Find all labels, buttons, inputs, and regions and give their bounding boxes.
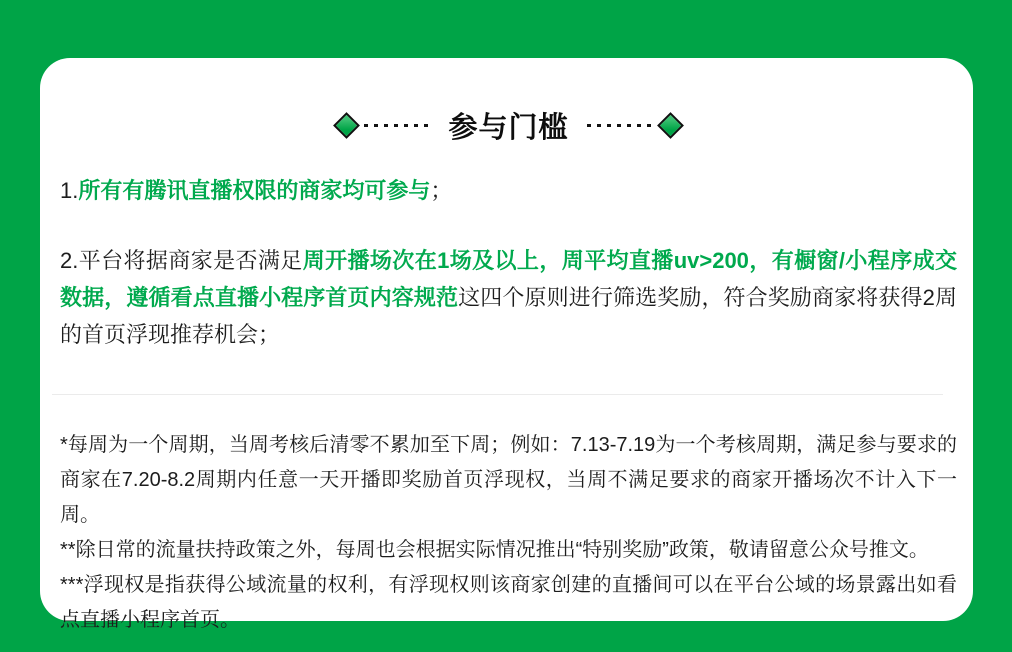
rules-list xyxy=(60,172,957,353)
footnote-line: *每周为一个周期，当周考核后清零不累加至下周；例如：7.13-7.19为一个考核周期，满足参与要求的商家在7.20-8.2周期内任意一天开播即奖励首页浮现权，当周不满足要求的商家开播场次不计入下一周。 xyxy=(60,434,957,526)
body-text: 这四个原则进行筛选奖励，符合奖励商家将获得2周的首页浮现推荐机会； xyxy=(60,285,957,347)
body-text: 2.平台将据商家是否满足 xyxy=(60,248,303,273)
divider xyxy=(52,394,943,395)
footnote-line: **除日常的流量扶持政策之外，每周也会根据实际情况推出“特别奖励”政策，敬请留意公众号推文。 xyxy=(60,539,929,561)
body-text: ； xyxy=(430,178,453,203)
highlighted-text: 所有有腾讯直播权限的商家均可参与 xyxy=(78,178,431,203)
footnotes-list xyxy=(60,428,957,638)
highlighted-text: 周开播场次在1场及以上，周平均直播uv>200，有橱窗/小程序成交数据，遵循看点直播小程序首页内容规范 xyxy=(60,248,957,310)
dashed-line xyxy=(587,124,653,127)
section-header xyxy=(60,108,957,142)
diamond-icon xyxy=(657,112,684,139)
rule-paragraph xyxy=(60,242,957,353)
body-text: 1. xyxy=(60,178,79,203)
page-title: 参与门槛 xyxy=(448,111,569,144)
footnote-line: ***浮现权是指获得公域流量的权利，有浮现权则该商家创建的直播间可以在平台公域的场景露出如看点直播小程序首页。 xyxy=(60,574,957,631)
dashed-line xyxy=(364,124,430,127)
content-card xyxy=(40,58,973,631)
diamond-icon xyxy=(334,112,361,139)
rule-paragraph xyxy=(60,172,957,209)
